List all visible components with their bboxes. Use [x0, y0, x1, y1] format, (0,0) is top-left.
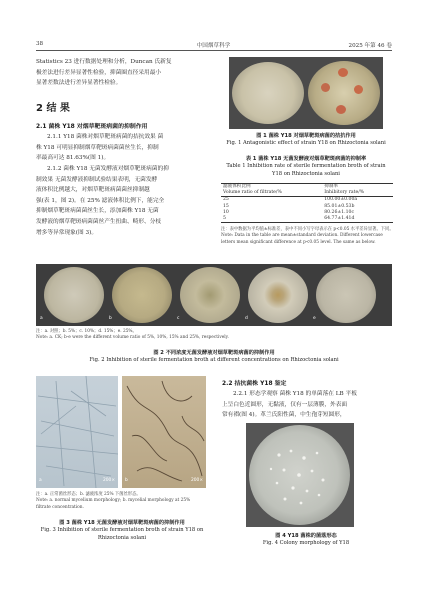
figure3-panel-b	[122, 376, 206, 488]
intro-paragraph	[36, 57, 208, 89]
section-heading-results: 2 结 果	[36, 103, 70, 114]
figure2-caption-en: Fig. 2 Inhibition of sterile fermentation broth at different concentrations on Rhizoctonia solani	[89, 357, 339, 364]
figure4-caption-en: Fig. 4 Colony morphology of Y18	[262, 540, 350, 547]
table1-note-cn: 注：表中数据为平均值±标准差，表中不同小写字母表示在 p<0.05 水平差异显著。下同。	[221, 227, 394, 232]
intro-line: Statistics 23 进行数据处理和分析，Duncan 氏新复	[36, 59, 172, 65]
figure1-caption-cn: 图 1 菌株 Y18 对烟草靶斑病菌的拮抗作用	[256, 133, 356, 139]
paragraph-2-2-1	[222, 389, 394, 421]
table1-title-en: Y18 on Rhizoctonia solani	[272, 170, 340, 177]
plate-d	[248, 267, 308, 323]
text-line: 2.1.2 菌株 Y18 无菌发酵液对烟草靶斑病菌的抑	[47, 166, 169, 172]
abnormal-mycelium-illustration	[122, 376, 206, 488]
figure2-caption-cn: 图 2 不同浓度无菌发酵液对烟草靶斑病菌的抑制作用	[153, 350, 275, 356]
colony-dots	[249, 425, 350, 525]
text-line: 上呈白色近圆形，无黏液，仅有一层薄膜，外表面	[222, 401, 348, 408]
antagonism-plate	[308, 61, 380, 125]
figure4-image	[246, 423, 354, 527]
table1	[221, 183, 393, 223]
table1-title-en: Table 1 Inhibition rate of sterile fermentation broth of strain	[226, 163, 386, 170]
table-row: 15 85.01±0.53b	[223, 203, 355, 209]
text-line: 增多等异常现象(图 3)。	[36, 229, 98, 236]
y18-colony	[354, 85, 363, 94]
table-header-cell: 抑制率 Inhibitory rate/%	[324, 184, 365, 196]
figure3-note-cn: 注：a. 正常菌丝形态；b. 滤液浓度 25% 下菌丝形态。	[36, 492, 141, 497]
figure1-image	[229, 57, 383, 129]
text-line: 2.2.1 形态学观察 菌株 Y18 的单菌落在 LB 平板	[233, 391, 357, 397]
table1-note	[221, 227, 395, 246]
plate-label: c	[177, 316, 180, 321]
intro-line: 显著差数法进行差异显著性检验。	[36, 80, 122, 87]
plate-c	[180, 267, 240, 323]
table-header-row	[221, 184, 393, 197]
text-line: 抑制烟草靶斑病菌菌丝生长，添加菌株 Y18 无菌	[36, 208, 159, 215]
lb-plate	[249, 425, 350, 525]
plate-label: d	[245, 316, 248, 321]
figure3-caption	[33, 520, 211, 542]
text-line: 常有褶(图 4)。革兰氏阳性菌，中生孢芽短圆形，	[222, 412, 346, 419]
paragraph-2-1-1	[36, 132, 210, 164]
figure2-image	[36, 264, 392, 326]
panel-label: a	[39, 478, 42, 483]
plate-label: b	[109, 316, 112, 321]
intro-line: 极差法进行差异显著性检验，抑菌圈直径采用最小	[36, 69, 162, 76]
table1-note-en: Note: Data in the table are mean±standard deviation. Different lowercase letters mean significant difference at p<0.05 level. The same as below.	[221, 233, 383, 245]
figure3-caption-en: Rhizoctonia solani	[97, 534, 147, 541]
plate-label: e	[313, 316, 316, 321]
page-number: 38	[36, 41, 44, 47]
normal-mycelium-illustration	[36, 376, 118, 488]
volume-info: 2025 年第 46 卷	[348, 43, 392, 49]
figure4-caption-cn: 图 4 Y18 菌株的菌落形态	[275, 533, 337, 539]
y18-colony	[321, 83, 330, 92]
text-line: 液体积比例越大，对烟草靶斑病菌菌丝抑制越	[36, 187, 150, 194]
figure3-caption-en: Fig. 3 Inhibition of sterile fermentation broth of strain Y18 on	[40, 527, 204, 534]
figure3-caption-cn: 图 3 菌株 Y18 无菌发酵液对烟草靶斑病菌的抑制作用	[59, 520, 185, 526]
table-row: 5 64.77±1.41d	[223, 216, 355, 222]
plate-b	[112, 267, 172, 323]
text-line: 发酵液的烟草靶斑病菌菌丝产生扭曲、畸形、分枝	[36, 218, 162, 225]
figure2-note-cn: 注：a. 对照；b. 5%；c. 10%；d. 15%；e. 25%。	[36, 329, 137, 334]
figure2-caption	[36, 350, 392, 365]
journal-name: 中国烟草科学	[196, 43, 231, 49]
table-header-cell: 滤液体积比例 Volume ratio of filtrate/%	[223, 184, 282, 196]
header-rule	[36, 50, 392, 51]
control-plate	[232, 62, 304, 124]
table1-title-cn: 表 1 菌株 Y18 无菌发酵液对烟草靶斑病菌的抑制率	[245, 156, 367, 162]
figure3-note	[36, 492, 208, 511]
plate-a	[44, 267, 104, 323]
table-row: 25 100.00±0.00a	[223, 197, 358, 203]
figure2-note-en: Note: a. CK; b-e were the different volume ratio of 5%, 10%, 15% and 25%, respectively.	[36, 335, 229, 341]
plate-e	[316, 267, 376, 323]
figure4-caption	[216, 533, 396, 548]
paragraph-2-1-2	[36, 164, 210, 238]
magnification-label: 200×	[102, 478, 115, 483]
figure3-note-en: Note: a. normal mycelium morphology; b. mycelial morphology at 25%	[36, 498, 191, 504]
text-line: 强(表 1，图 2)。在 25% 滤液体积比例下，能完全	[36, 197, 165, 204]
subsection-2-1-title: 2.1 菌株 Y18 对烟草靶斑病菌的抑制作用	[36, 124, 148, 130]
figure3-panel-a	[36, 376, 118, 488]
subsection-2-2-title: 2.2 拮抗菌株 Y18 鉴定	[222, 381, 287, 387]
figure1-caption-en: Fig. 1 Antagonistic effect of strain Y18 on Rhizoctonia solani	[226, 140, 386, 147]
plate-label: a	[40, 316, 43, 321]
text-line: 率最高可达 81.63%(图 1)。	[36, 155, 110, 162]
text-line: 2.1.1 Y18 菌株对烟草靶斑病菌的拮抗效果 菌	[47, 134, 164, 140]
y18-colony	[338, 68, 348, 77]
figure3-note-en: filtrate concentration.	[36, 504, 84, 510]
text-line: 株 Y18 可明显抑制烟草靶斑病菌菌丝生长，抑制	[36, 144, 159, 151]
panel-label: b	[125, 478, 128, 483]
figure1-caption	[216, 133, 396, 148]
y18-colony	[336, 105, 346, 114]
text-line: 制效果 无菌发酵液抑制试验结果表明，无菌发酵	[36, 176, 158, 183]
figure2-note	[36, 329, 392, 342]
magnification-label: 200×	[190, 478, 203, 483]
table1-title	[216, 156, 396, 178]
table-row: 10 80.26±1.10c	[223, 209, 355, 215]
